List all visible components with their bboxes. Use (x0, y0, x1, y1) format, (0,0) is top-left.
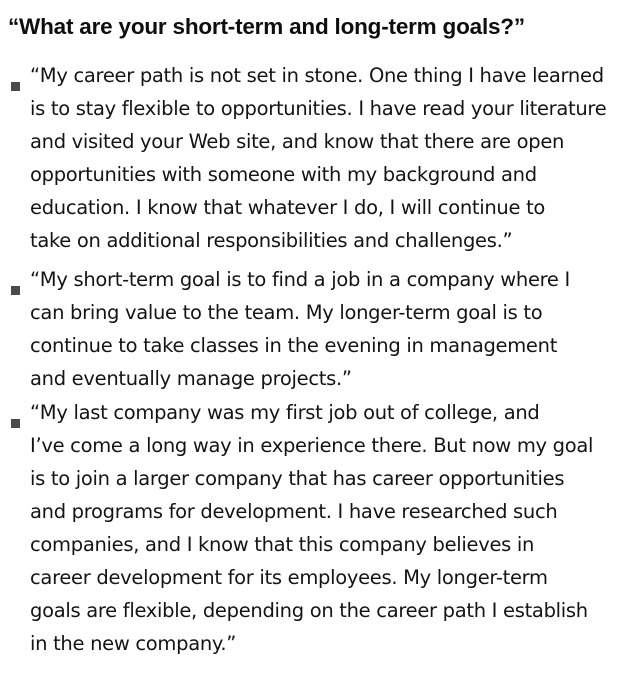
answer-line: goals are flexible, depending on the career path I establish (30, 599, 588, 622)
answer-line: and eventually manage projects.” (30, 367, 352, 390)
square-bullet-icon (11, 286, 20, 295)
answer-line: companies, and I know that this company believes in (30, 533, 535, 556)
answer-line: in the new company.” (30, 632, 237, 655)
answer-line: opportunities with someone with my background and (30, 163, 537, 186)
answer-line: education. I know that whatever I do, I will continue to (30, 196, 546, 219)
answer-line: can bring value to the team. My longer-term goal is to (30, 301, 543, 324)
question-heading: “What are your short-term and long-term goals?” (8, 14, 525, 39)
answer-line: career development for its employees. My longer-term (30, 566, 548, 589)
answer-line: “My last company was my first job out of college, and (30, 401, 540, 424)
square-bullet-icon (11, 419, 20, 428)
square-bullet-icon (11, 82, 20, 91)
answer-line: and programs for development. I have researched such (30, 500, 558, 523)
answer-line: is to stay flexible to opportunities. I have read your literature (30, 97, 607, 120)
answer-line: “My short-term goal is to find a job in a company where I (30, 268, 570, 291)
answer-line: and visited your Web site, and know that there are open (30, 130, 565, 153)
answer-line: I’ve come a long way in experience there. But now my goal (30, 434, 594, 457)
answer-line: continue to take classes in the evening in management (30, 334, 558, 357)
answer-line: “My career path is not set in stone. One thing I have learned (30, 64, 604, 87)
answer-line: is to join a larger company that has career opportunities (30, 467, 565, 490)
answer-line: take on additional responsibilities and challenges.” (30, 229, 513, 252)
